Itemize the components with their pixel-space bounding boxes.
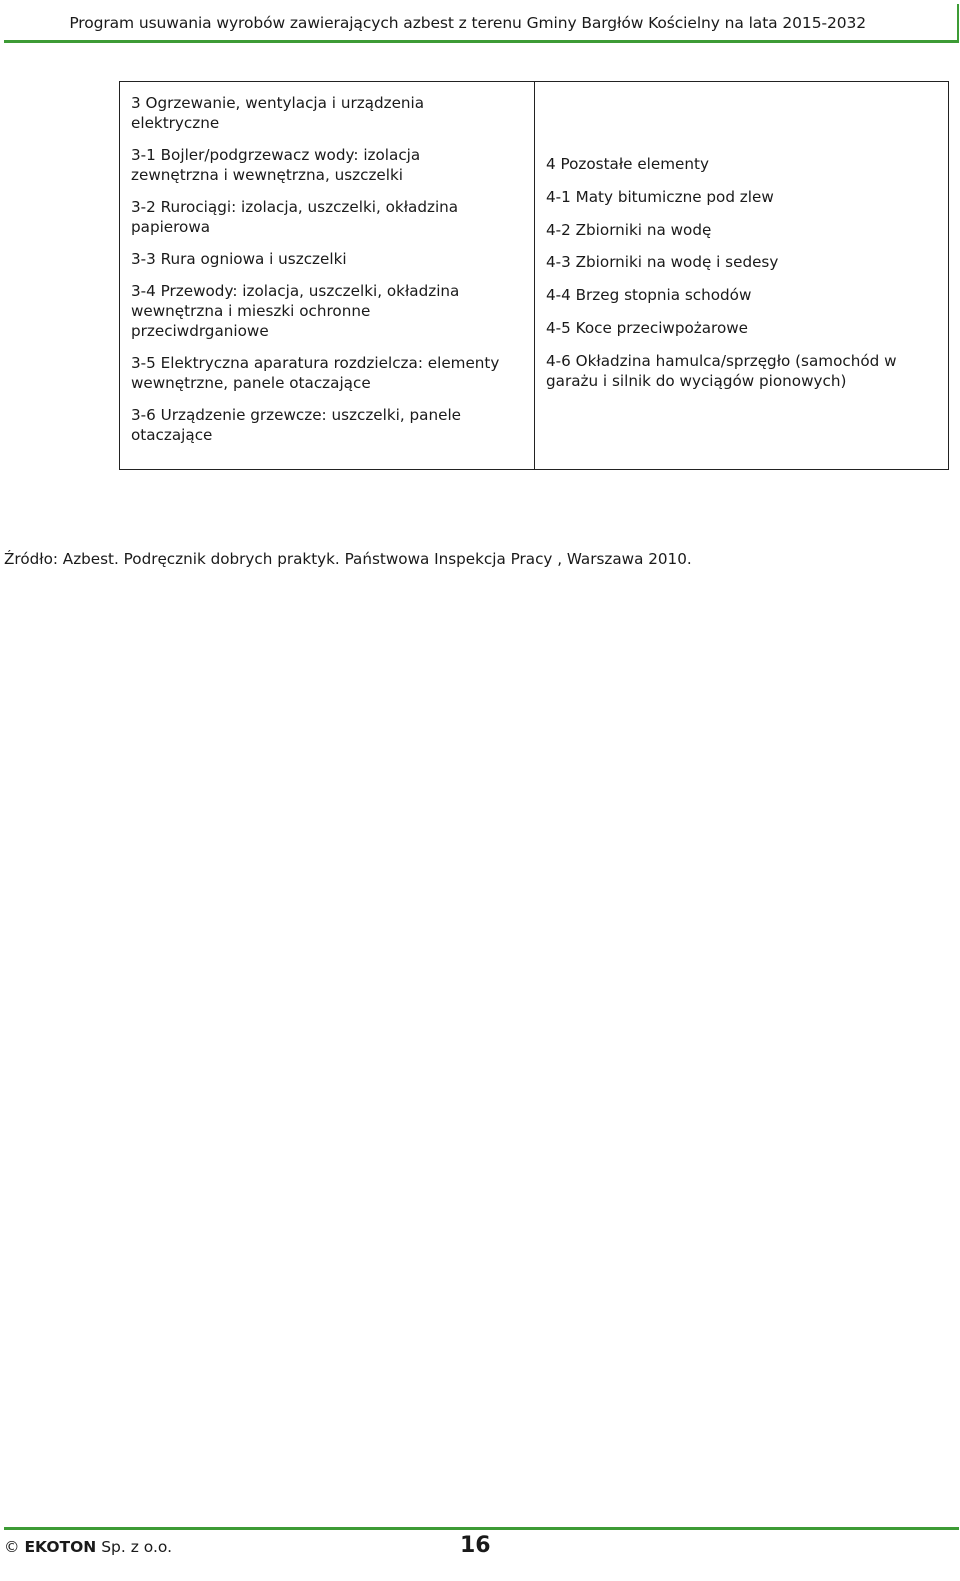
- page-number: 16: [460, 1533, 491, 1558]
- list-item: 4-4 Brzeg stopnia schodów: [546, 286, 752, 305]
- list-item: 4-2 Zbiorniki na wodę: [546, 220, 712, 239]
- copyright-symbol: ©: [4, 1538, 20, 1556]
- footer-company: [4, 1538, 172, 1556]
- table-column-right: [535, 82, 948, 469]
- list-item: 3 Ogrzewanie, wentylacja i urządzenia elektryczne: [131, 94, 425, 132]
- list-item: 3-2 Rurociągi: izolacja, uszczelki, okładzina papierowa: [131, 198, 459, 236]
- list-item: 3-3 Rura ogniowa i uszczelki: [131, 250, 347, 268]
- header-divider: [4, 40, 959, 43]
- list-item: 4-5 Koce przeciwpożarowe: [546, 318, 749, 337]
- table-column-left: [120, 82, 535, 469]
- list-item: 3-1 Bojler/podgrzewacz wody: izolacja zewnętrzna i wewnętrzna, uszczelki: [131, 146, 421, 184]
- header-divider-right: [957, 4, 959, 42]
- list-item: 4-6 Okładzina hamulca/sprzęgło (samochód w garażu i silnik do wyciągów pionowych): [546, 351, 897, 390]
- company-suffix: Sp. z o.o.: [101, 1538, 173, 1556]
- list-item: 4 Pozostałe elementy: [546, 155, 709, 173]
- footer-divider: [4, 1527, 959, 1530]
- list-item: 4-1 Maty bitumiczne pod zlew: [546, 187, 774, 206]
- document-header-title: Program usuwania wyrobów zawierających azbest z terenu Gminy Bargłów Kościelny na lata 2015-2032: [69, 14, 866, 32]
- asbestos-products-table: [119, 81, 949, 470]
- list-item: 4-3 Zbiorniki na wodę i sedesy: [546, 253, 779, 272]
- list-item: 3-4 Przewody: izolacja, uszczelki, okładzina wewnętrzna i mieszki ochronne przeciwdrganiowe: [131, 282, 460, 340]
- list-item: 3-6 Urządzenie grzewcze: uszczelki, panele otaczające: [131, 406, 462, 444]
- company-name: EKOTON: [24, 1538, 97, 1556]
- source-citation: Źródło: Azbest. Podręcznik dobrych praktyk. Państwowa Inspekcja Pracy , Warszawa 2010.: [4, 550, 692, 568]
- list-item: 3-5 Elektryczna aparatura rozdzielcza: elementy wewnętrzne, panele otaczające: [131, 354, 500, 392]
